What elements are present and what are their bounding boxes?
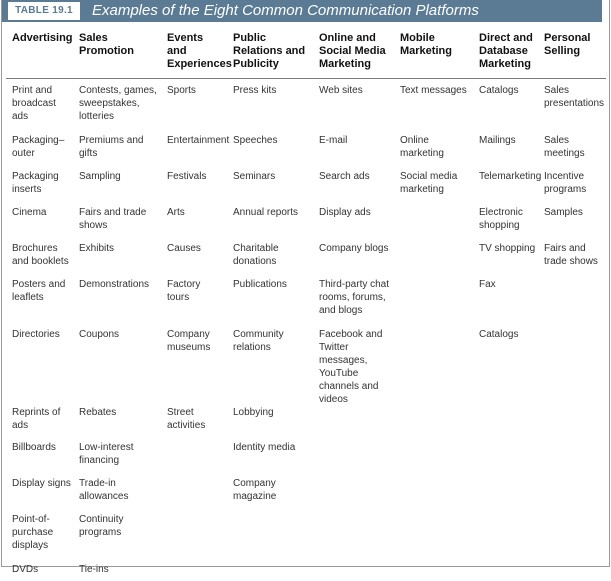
table-cell xyxy=(313,513,394,563)
table-cell: Facebook and Twitter messages, YouTube channels and videos xyxy=(313,328,394,406)
table-cell: Trade-in allowances xyxy=(73,477,161,513)
table-cell xyxy=(227,513,313,563)
table-cell xyxy=(394,441,473,477)
column-header-direct-database: Direct and Database Marketing xyxy=(473,32,538,78)
table-cell: Packaging–outer xyxy=(6,134,73,170)
table-cell xyxy=(313,406,394,441)
table-cell xyxy=(473,563,538,581)
table-cell: Electronic shopping xyxy=(473,206,538,242)
table-cell xyxy=(538,477,606,513)
table-cell: Premiums and gifts xyxy=(73,134,161,170)
table-cell: Cinema xyxy=(6,206,73,242)
table-cell: Print and broadcast ads xyxy=(6,84,73,134)
table-row xyxy=(6,84,606,134)
table-cell: Sampling xyxy=(73,170,161,206)
table-body xyxy=(6,79,606,581)
table-cell: Exhibits xyxy=(73,242,161,278)
table-cell: Entertainment xyxy=(161,134,227,170)
table-cell: Company magazine xyxy=(227,477,313,513)
table-cell xyxy=(538,441,606,477)
table-cell: Festivals xyxy=(161,170,227,206)
table-cell xyxy=(473,477,538,513)
table-row xyxy=(6,170,606,206)
table-row xyxy=(6,441,606,477)
table-cell: Reprints of ads xyxy=(6,406,73,441)
table-cell: Demonstrations xyxy=(73,278,161,328)
table-cell: Online marketing xyxy=(394,134,473,170)
table-cell: Causes xyxy=(161,242,227,278)
table-cell xyxy=(394,328,473,406)
table-cell xyxy=(538,278,606,328)
table-cell xyxy=(538,328,606,406)
column-header-mobile: Mobile Marketing xyxy=(394,32,473,78)
column-header-personal-selling: Personal Selling xyxy=(538,32,606,78)
table-number-label: TABLE 19.1 xyxy=(8,2,80,20)
table-cell: Company museums xyxy=(161,328,227,406)
table-row xyxy=(6,328,606,406)
table-cell: Sports xyxy=(161,84,227,134)
table-cell: Annual reports xyxy=(227,206,313,242)
table-cell xyxy=(394,406,473,441)
table-cell xyxy=(161,477,227,513)
table-cell xyxy=(473,441,538,477)
table-cell: Street activities xyxy=(161,406,227,441)
table-cell xyxy=(227,563,313,581)
table-row xyxy=(6,406,606,441)
table-cell: E-mail xyxy=(313,134,394,170)
table-row xyxy=(6,563,606,581)
table-cell: Web sites xyxy=(313,84,394,134)
column-header-events: Events and Experiences xyxy=(161,32,227,78)
table-cell: Sales presentations xyxy=(538,84,606,134)
header-row xyxy=(6,32,606,78)
table-row xyxy=(6,477,606,513)
table-cell: DVDs xyxy=(6,563,73,581)
table-cell: Continuity programs xyxy=(73,513,161,563)
table-cell: Seminars xyxy=(227,170,313,206)
table-cell: Fax xyxy=(473,278,538,328)
table-cell: Arts xyxy=(161,206,227,242)
table-cell: Lobbying xyxy=(227,406,313,441)
table-cell: Text messages xyxy=(394,84,473,134)
table-row xyxy=(6,134,606,170)
table-cell xyxy=(394,242,473,278)
title-bar xyxy=(2,0,602,22)
table-cell: Display ads xyxy=(313,206,394,242)
communication-platforms-table xyxy=(6,32,606,581)
table-cell: Mailings xyxy=(473,134,538,170)
table-cell: Billboards xyxy=(6,441,73,477)
table-cell xyxy=(313,563,394,581)
table-cell: TV shopping xyxy=(473,242,538,278)
table-cell xyxy=(394,477,473,513)
table-cell: Press kits xyxy=(227,84,313,134)
table-cell: Sales meetings xyxy=(538,134,606,170)
table-cell xyxy=(394,206,473,242)
table-row xyxy=(6,513,606,563)
table-cell xyxy=(394,563,473,581)
table-cell xyxy=(473,513,538,563)
table-row xyxy=(6,242,606,278)
table-cell: Fairs and trade shows xyxy=(73,206,161,242)
table-cell xyxy=(161,441,227,477)
table-cell xyxy=(161,563,227,581)
column-header-public-relations: Public Relations and Publicity xyxy=(227,32,313,78)
table-frame xyxy=(1,0,610,567)
table-cell: Rebates xyxy=(73,406,161,441)
table-cell: Community relations xyxy=(227,328,313,406)
table-row xyxy=(6,206,606,242)
table-cell: Publications xyxy=(227,278,313,328)
table-cell: Catalogs xyxy=(473,328,538,406)
table-cell: Social media marketing xyxy=(394,170,473,206)
table-cell xyxy=(394,278,473,328)
table-cell: Brochures and booklets xyxy=(6,242,73,278)
table-cell: Low-interest financing xyxy=(73,441,161,477)
table-cell: Contests, games, sweepstakes, lotteries xyxy=(73,84,161,134)
table-cell xyxy=(394,513,473,563)
table-cell: Factory tours xyxy=(161,278,227,328)
table-cell: Point-of-purchase displays xyxy=(6,513,73,563)
table-cell: Incentive programs xyxy=(538,170,606,206)
table-cell: Directories xyxy=(6,328,73,406)
table-cell xyxy=(538,406,606,441)
table-cell: Charitable donations xyxy=(227,242,313,278)
column-header-sales-promotion: Sales Promotion xyxy=(73,32,161,78)
table-cell: Speeches xyxy=(227,134,313,170)
table-cell: Third-party chat rooms, forums, and blogs xyxy=(313,278,394,328)
table-cell: Coupons xyxy=(73,328,161,406)
table-cell xyxy=(313,477,394,513)
table-cell xyxy=(313,441,394,477)
table-cell xyxy=(473,406,538,441)
table-cell: Fairs and trade shows xyxy=(538,242,606,278)
table-cell: Telemarketing xyxy=(473,170,538,206)
column-header-advertising: Advertising xyxy=(6,32,73,78)
table-row xyxy=(6,278,606,328)
table-cell: Tie-ins xyxy=(73,563,161,581)
table-cell xyxy=(161,513,227,563)
column-header-online-social: Online and Social Media Marketing xyxy=(313,32,394,78)
table-title: Examples of the Eight Common Communication Platforms xyxy=(92,1,479,21)
table-cell: Display signs xyxy=(6,477,73,513)
table-cell: Company blogs xyxy=(313,242,394,278)
table-cell: Samples xyxy=(538,206,606,242)
table-cell: Catalogs xyxy=(473,84,538,134)
table-cell: Posters and leaflets xyxy=(6,278,73,328)
table-cell: Search ads xyxy=(313,170,394,206)
table-cell xyxy=(538,563,606,581)
table-cell xyxy=(538,513,606,563)
table-cell: Packaging inserts xyxy=(6,170,73,206)
table-cell: Identity media xyxy=(227,441,313,477)
